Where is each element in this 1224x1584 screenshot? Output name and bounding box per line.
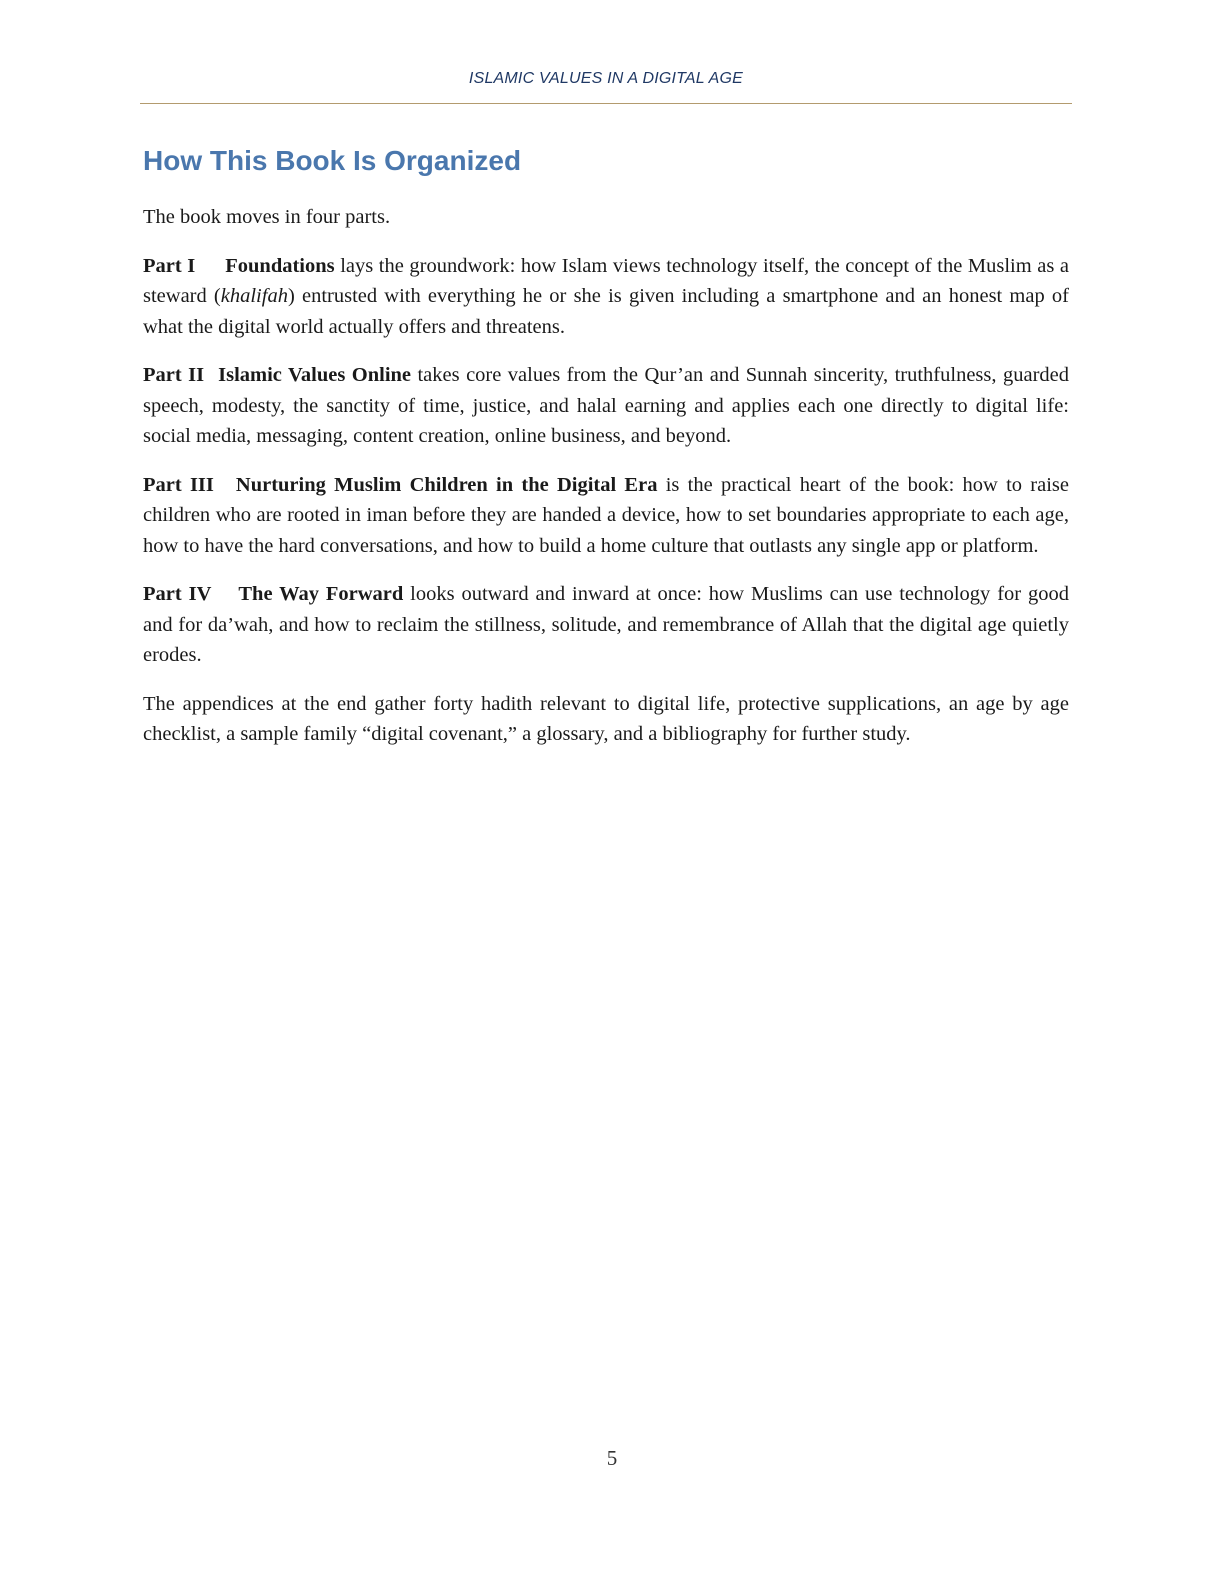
part-1-label: Part I xyxy=(143,254,196,277)
part-1-italic-term: khalifah xyxy=(220,285,288,307)
part-4-title: The Way Forward xyxy=(238,583,404,605)
part-1-text-continued: ) entrusted with everything he or she is given including a smartphone and an honest map of what the digital world actually offers and threatens. xyxy=(143,285,1069,338)
page-number: 5 xyxy=(606,1446,618,1470)
part-2-text: takes core values from the Qur’an and Sunnah sincerity, truthfulness, guarded speech, modesty, the sanctity of time, justice, and halal earning and applies each one directly to digital life: social media, messaging, content creation, online business, and beyond. xyxy=(143,364,1069,447)
part-4-text: looks outward and inward at once: how Muslims can use technology for good and for da’wah, and how to reclaim the stillness, solitude, and remembrance of Allah that the digital age quietly erodes. xyxy=(143,583,1069,666)
part-1-text: lays the groundwork: how Islam views technology itself, the concept of the Muslim as a steward ( xyxy=(143,254,1069,307)
part-2-label: Part II xyxy=(143,364,205,386)
intro-paragraph: The book moves in four parts. xyxy=(143,206,391,228)
part-4-label: Part IV xyxy=(143,583,212,605)
chapter-heading: How This Book Is Organized xyxy=(143,145,522,176)
part-2-title: Islamic Values Online xyxy=(218,364,412,386)
part-4-paragraph xyxy=(143,579,1069,671)
part-3-label: Part III xyxy=(143,473,214,496)
part-3-text: is the practical heart of the book: how to raise children who are rooted in iman before they are handed a device, how to set boundaries appropriate to each age, how to have the hard conversations, and how to build a home culture that outlasts any single app or platform. xyxy=(143,473,1069,557)
part-1-title: Foundations xyxy=(225,254,335,277)
closing-paragraph: The appendices at the end gather forty hadith relevant to digital life, protective supplications, an age by age checklist, a sample family “digital covenant,” a glossary, and a bibliography for further study. xyxy=(143,692,1069,745)
part-1-paragraph xyxy=(143,251,1069,343)
running-header: ISLAMIC VALUES IN A DIGITAL AGE xyxy=(468,70,744,87)
header-rule xyxy=(140,103,1072,104)
part-2-paragraph xyxy=(143,360,1069,452)
part-3-title: Nurturing Muslim Children in the Digital Era xyxy=(235,473,658,496)
part-3-paragraph xyxy=(143,470,1069,562)
page-body xyxy=(143,142,1069,768)
